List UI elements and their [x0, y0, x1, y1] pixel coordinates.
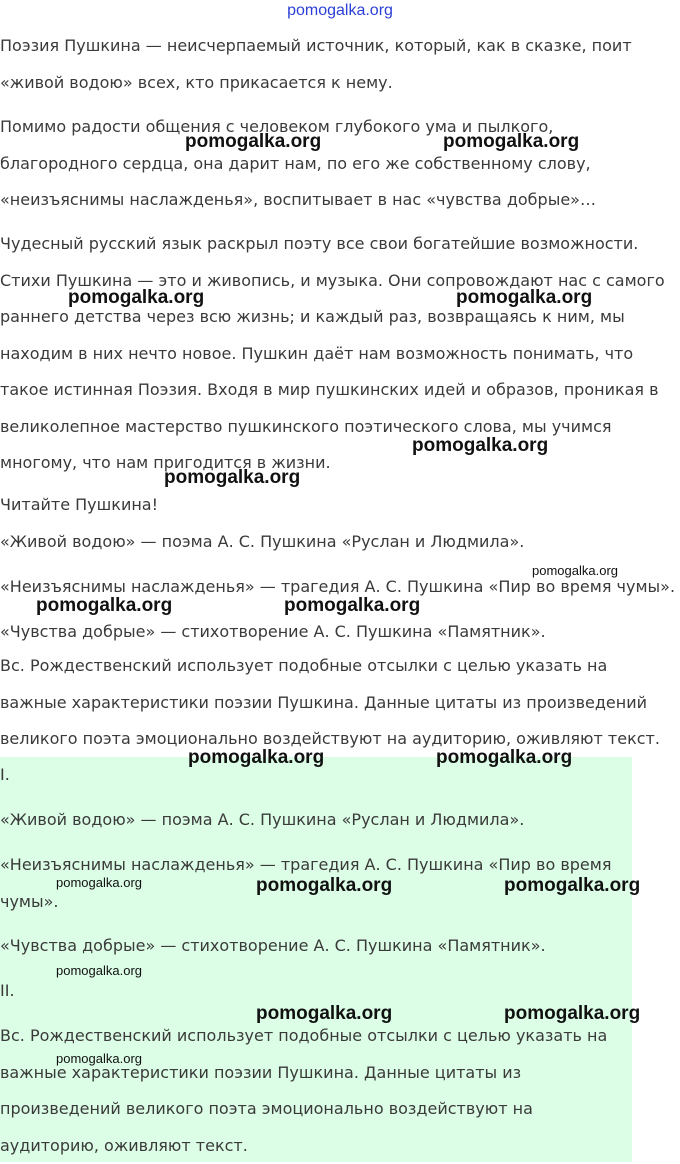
watermark: pomogalka.org	[56, 963, 142, 978]
watermark: pomogalka.org	[36, 595, 173, 616]
answer-roman-2: II.	[0, 981, 15, 1000]
watermark: pomogalka.org	[436, 747, 573, 768]
answer-item-2: «Неизъяснимы наслажденья» — трагедия А. С. Пушкина «Пир во время чумы».	[0, 855, 612, 911]
answer-roman-1: I.	[0, 765, 10, 784]
watermark: pomogalka.org	[164, 467, 301, 488]
watermark: pomogalka.org	[68, 287, 205, 308]
paragraph-language: Чудесный русский язык раскрыл поэту все свои богатейшие возможности. Стихи Пушкина — это и живопись, и музыка. Они сопровождают нас с самого раннего детства через всю жизнь; и каждый раз, возвращаясь к ним, мы находим в них нечто новое. Пушкин даёт нам возможность понимать, что такое истинная Поэзия. Входя в мир пушкинских идей и образов, проникая в великолепное мастерство пушкинского поэтического слова, мы учимся многому, что нам пригодится в жизни.	[0, 234, 665, 472]
watermark: pomogalka.org	[56, 875, 142, 890]
watermark: pomogalka.org	[284, 595, 421, 616]
paragraph-joy: Помимо радости общения с человеком глубокого ума и пылкого, благородного сердца, она дарит нам, по его же собственному слову, «неизъяснимы наслажденья», воспитывает в нас «чувства добрые»…	[0, 117, 596, 209]
quote-source-3: «Чувства добрые» — стихотворение А. С. Пушкина «Памятник».	[0, 622, 546, 641]
watermark: pomogalka.org	[504, 1003, 641, 1024]
answer-block	[0, 757, 632, 1162]
watermark: pomogalka.org	[456, 287, 593, 308]
watermark: pomogalka.org	[56, 1051, 142, 1066]
watermark: pomogalka.org	[185, 131, 322, 152]
watermark: pomogalka.org	[532, 563, 618, 578]
watermark: pomogalka.org	[256, 875, 393, 896]
paragraph-conclusion: Вс. Рождественский использует подобные отсылки с целью указать на важные характеристики поэзии Пушкина. Данные цитаты из произведений великого поэта эмоционально воздействуют на аудиторию, оживляют текст.	[0, 656, 660, 748]
quote-source-1: «Живой водою» — поэма А. С. Пушкина «Руслан и Людмила».	[0, 532, 525, 551]
answer-item-3: «Чувства добрые» — стихотворение А. С. Пушкина «Памятник».	[0, 936, 546, 955]
watermark: pomogalka.org	[188, 747, 325, 768]
answer-item-1: «Живой водою» — поэма А. С. Пушкина «Руслан и Людмила».	[0, 810, 525, 829]
answer-item-4: Вс. Рождественский использует подобные отсылки с целью указать на важные характеристики поэзии Пушкина. Данные цитаты из произведений великого поэта эмоционально воздействуют на аудиторию, оживляют текст.	[0, 1026, 608, 1155]
watermark: pomogalka.org	[256, 1003, 393, 1024]
site-link[interactable]: pomogalka.org	[287, 2, 393, 19]
paragraph-call: Читайте Пушкина!	[0, 495, 159, 514]
watermark: pomogalka.org	[412, 435, 549, 456]
quote-source-2: «Неизъяснимы наслажденья» — трагедия А. С. Пушкина «Пир во время чумы».	[0, 577, 676, 596]
paragraph-intro: Поэзия Пушкина — неисчерпаемый источник, который, как в сказке, поит «живой водою» всех, кто прикасается к нему.	[0, 36, 632, 92]
watermark: pomogalka.org	[443, 131, 580, 152]
watermark: pomogalka.org	[504, 875, 641, 896]
